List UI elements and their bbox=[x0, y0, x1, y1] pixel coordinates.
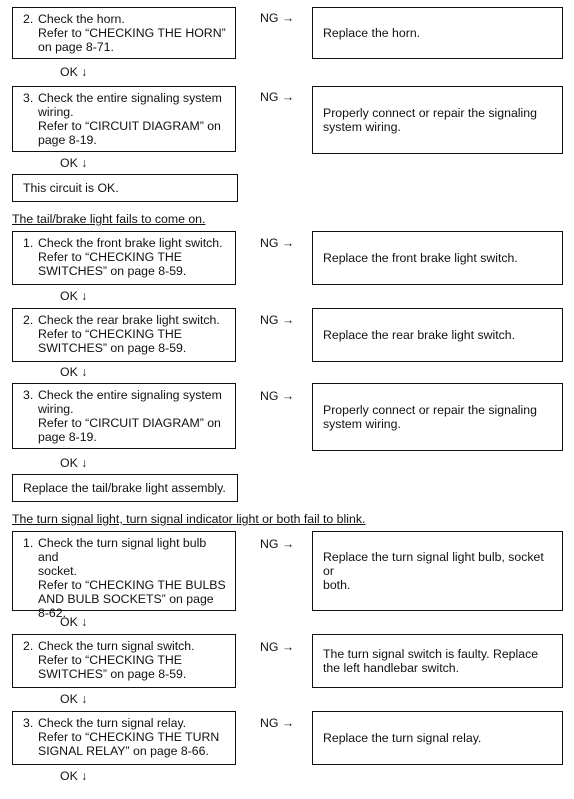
horn-step-3-box bbox=[12, 86, 236, 152]
step-text: Check the turn signal switch. Refer to “CHECKING THE SWITCHES” on page 8-59. bbox=[38, 639, 195, 681]
turn-step-3-result: Replace the turn signal relay. bbox=[312, 711, 563, 765]
turn-section-heading: The turn signal light, turn signal indicator light or both fail to blink. bbox=[12, 512, 366, 526]
brake-final-box: Replace the tail/brake light assembly. bbox=[12, 474, 238, 502]
ng-label: NG → bbox=[260, 313, 295, 327]
step-number: 1. bbox=[23, 536, 34, 550]
horn-step-2-box bbox=[12, 7, 236, 59]
step-number: 3. bbox=[23, 91, 34, 105]
step-number: 3. bbox=[23, 716, 34, 730]
step-text: Check the entire signaling system wiring. Refer to “CIRCUIT DIAGRAM” on page 8-19. bbox=[38, 388, 222, 444]
brake-step-3-box bbox=[12, 383, 236, 449]
ok-label: OK ↓ bbox=[60, 456, 88, 470]
ok-label: OK ↓ bbox=[60, 365, 88, 379]
step-number: 3. bbox=[23, 388, 34, 402]
brake-step-1-result: Replace the front brake light switch. bbox=[312, 231, 563, 285]
turn-step-2-box bbox=[12, 634, 236, 688]
ng-label: NG → bbox=[260, 537, 295, 551]
step-number: 2. bbox=[23, 639, 34, 653]
ok-label: OK ↓ bbox=[60, 769, 88, 783]
step-text: Check the entire signaling system wiring. Refer to “CIRCUIT DIAGRAM” on page 8-19. bbox=[38, 91, 222, 147]
brake-step-2-box bbox=[12, 308, 236, 362]
ng-label: NG → bbox=[260, 236, 295, 250]
step-text: Check the rear brake light switch. Refer to “CHECKING THE SWITCHES” on page 8-59. bbox=[38, 313, 220, 355]
step-number: 2. bbox=[23, 12, 34, 26]
turn-step-1-box bbox=[12, 531, 236, 620]
ng-label: NG → bbox=[260, 90, 295, 104]
brake-section-heading: The tail/brake light fails to come on. bbox=[12, 212, 206, 226]
ng-label: NG → bbox=[260, 389, 295, 403]
step-text: Check the turn signal light bulb and socket. Refer to “CHECKING THE BULBS AND BULB SOCKETS” on page 8-62. bbox=[38, 536, 226, 620]
ok-label: OK ↓ bbox=[60, 156, 88, 170]
ok-label: OK ↓ bbox=[60, 692, 88, 706]
ng-label: NG → bbox=[260, 716, 295, 730]
step-text: Check the front brake light switch. Refer to “CHECKING THE SWITCHES” on page 8-59. bbox=[38, 236, 223, 278]
turn-step-1-result: Replace the turn signal light bulb, socket or both. bbox=[312, 531, 563, 611]
ok-label: OK ↓ bbox=[60, 615, 88, 629]
step-number: 1. bbox=[23, 236, 34, 250]
turn-step-2-result: The turn signal switch is faulty. Replace the left handlebar switch. bbox=[312, 634, 563, 688]
horn-final-box: This circuit is OK. bbox=[12, 174, 238, 202]
step-number: 2. bbox=[23, 313, 34, 327]
ok-label: OK ↓ bbox=[60, 65, 88, 79]
horn-step-2-result: Replace the horn. bbox=[312, 7, 563, 59]
ok-label: OK ↓ bbox=[60, 289, 88, 303]
step-text: Check the turn signal relay. Refer to “CHECKING THE TURN SIGNAL RELAY” on page 8-66. bbox=[38, 716, 220, 758]
brake-step-2-result: Replace the rear brake light switch. bbox=[312, 308, 563, 362]
ng-label: NG → bbox=[260, 640, 295, 654]
step-text: Check the horn. Refer to “CHECKING THE HORN” on page 8-71. bbox=[38, 12, 226, 54]
horn-step-3-result: Properly connect or repair the signaling system wiring. bbox=[312, 86, 563, 154]
brake-step-3-result: Properly connect or repair the signaling system wiring. bbox=[312, 383, 563, 451]
brake-step-1-box bbox=[12, 231, 236, 285]
ng-label: NG → bbox=[260, 11, 295, 25]
turn-step-3-box bbox=[12, 711, 236, 765]
